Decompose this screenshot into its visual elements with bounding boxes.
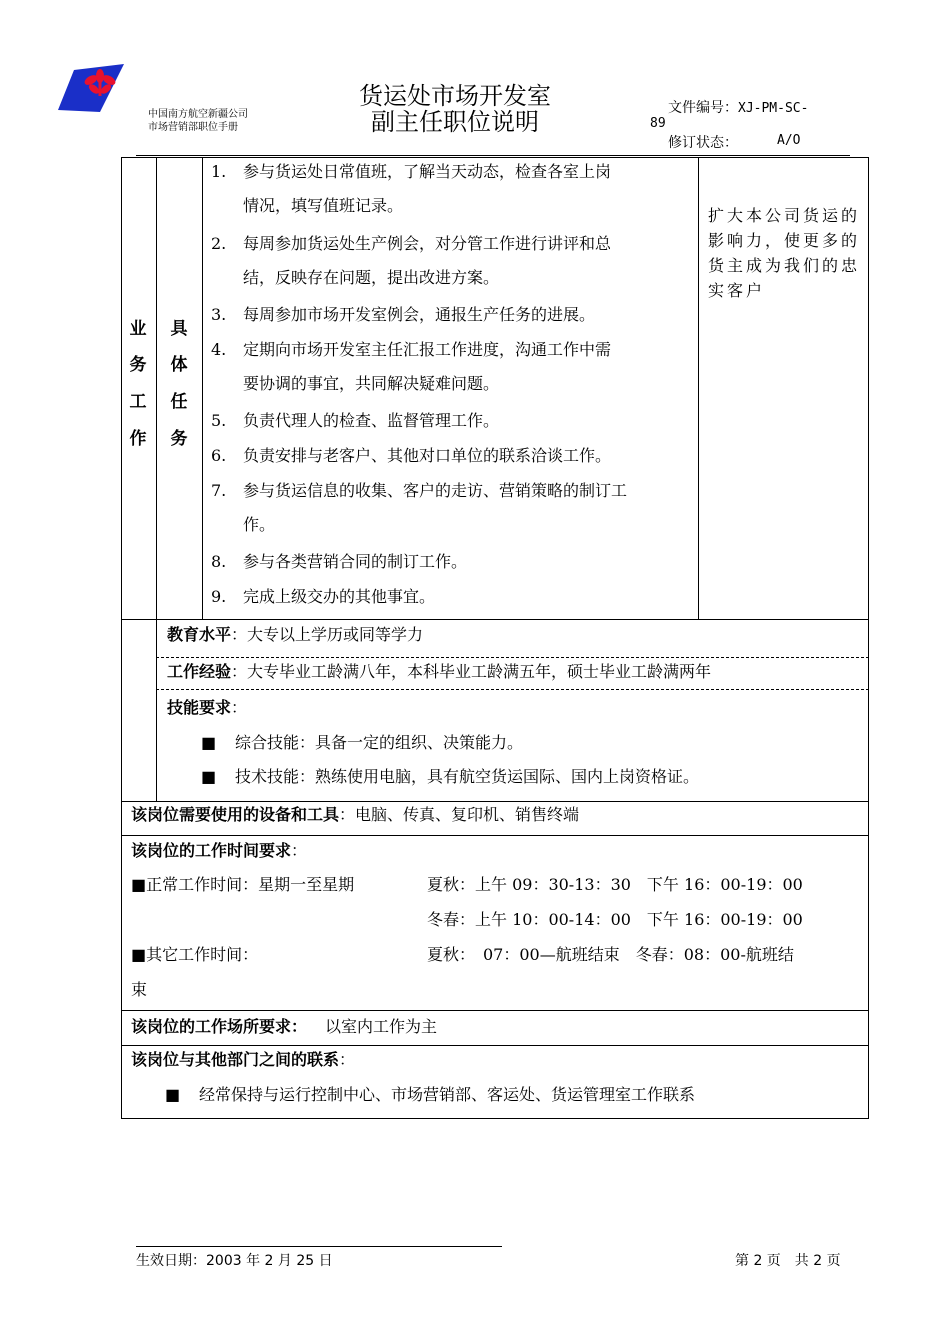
worktime-colon: ： xyxy=(291,841,308,860)
task-text-cont: 情况，填写值班记录。 xyxy=(243,196,404,215)
relations-colon: ： xyxy=(339,1050,356,1069)
worktime-label: 该岗位的工作时间要求 xyxy=(131,841,292,860)
page-number: 第 2 页 共 2 页 xyxy=(735,1253,841,1269)
bullet-icon: ■ xyxy=(201,767,217,786)
task-item-3 xyxy=(211,298,691,332)
category-char-3: 工 xyxy=(129,392,147,412)
task-num: 7. xyxy=(211,481,227,500)
subcategory-char-2: 体 xyxy=(170,355,188,375)
task-text: 参与各类营销合同的制订工作。 xyxy=(243,552,468,571)
task-item-8 xyxy=(211,545,691,579)
effective-date: 生效日期：2003 年 2 月 25 日 xyxy=(136,1253,333,1269)
company-logo xyxy=(58,62,124,112)
task-item-7 xyxy=(211,474,691,542)
dash-divider-experience xyxy=(156,689,869,690)
education-value: ：大专以上学历或同等学力 xyxy=(231,625,424,644)
company-name xyxy=(148,108,248,134)
skills-label: 技能要求 xyxy=(167,698,232,717)
skill-text: 技术技能：熟练使用电脑，具有航空货运国际、国内上岗资格证。 xyxy=(235,767,700,786)
dash-divider-education xyxy=(156,657,869,658)
footer-rule xyxy=(136,1246,502,1247)
equipment-requirement xyxy=(131,803,579,827)
task-text-cont: 作。 xyxy=(243,515,276,534)
summer-autumn-hours: 夏秋：上午 09：30-13：30 下午 16：00-19：00 xyxy=(427,875,803,894)
table-border-right xyxy=(868,157,869,1119)
category-char-4: 作 xyxy=(129,429,147,449)
bullet-icon: ■ xyxy=(165,1085,181,1104)
doc-number-wrap: 89 xyxy=(650,116,666,131)
row-divider-business xyxy=(121,619,869,620)
equipment-value: ：电脑、传真、复印机、销售终端 xyxy=(339,805,580,824)
other-hours-wrap: 束 xyxy=(131,980,148,999)
row-divider-worktime xyxy=(121,1010,869,1011)
subcategory-char-3: 任 xyxy=(170,392,188,412)
skills-heading xyxy=(167,696,247,720)
relations-text: 经常保持与运行控制中心、市场营销部、客运处、货运管理室工作联系 xyxy=(199,1085,696,1104)
task-item-1 xyxy=(211,155,691,223)
task-impact: 扩大本公司货运的影响力，使更多的货主成为我们的忠实客户 xyxy=(708,206,861,300)
other-hours-value: 夏秋： 07：00—航班结束 冬春：08：00-航班结 xyxy=(427,945,794,964)
job-description-table xyxy=(121,157,869,1119)
task-text: 参与货运处日常值班，了解当天动态，检查各室上岗 xyxy=(243,162,612,181)
education-label: 教育水平 xyxy=(167,625,232,644)
task-text: 负责安排与老客户、其他对口单位的联系洽谈工作。 xyxy=(243,446,612,465)
task-num: 6. xyxy=(211,446,227,465)
location-label: 该岗位的工作场所要求： xyxy=(131,1017,308,1036)
equipment-label: 该岗位需要使用的设备和工具 xyxy=(131,805,340,824)
normal-hours-label: ■正常工作时间：星期一至星期 xyxy=(131,875,355,894)
other-hours-label: ■其它工作时间： xyxy=(131,945,259,964)
skill-item-2 xyxy=(201,765,699,789)
col-divider-category xyxy=(156,157,157,801)
education-requirement xyxy=(167,623,423,647)
relations-label: 该岗位与其他部门之间的联系 xyxy=(131,1050,340,1069)
doc-number-value: XJ-PM-SC- xyxy=(738,101,809,116)
task-num: 4. xyxy=(211,340,227,359)
skill-text: 综合技能：具备一定的组织、决策能力。 xyxy=(235,733,524,752)
task-num: 8. xyxy=(211,552,227,571)
row-divider-location xyxy=(121,1045,869,1046)
doc-title-line-1: 货运处市场开发室 xyxy=(359,82,551,110)
task-num: 3. xyxy=(211,305,227,324)
task-text: 每周参加市场开发室例会，通报生产任务的进展。 xyxy=(243,305,596,324)
row-divider-qualifications xyxy=(121,801,869,802)
subcategory-char-1: 具 xyxy=(170,319,188,339)
task-item-6 xyxy=(211,439,691,473)
row-divider-equipment xyxy=(121,835,869,836)
task-item-9 xyxy=(211,580,691,614)
doc-title-line-2: 副主任职位说明 xyxy=(371,108,539,136)
task-item-2 xyxy=(211,227,691,295)
location-value: 以室内工作为主 xyxy=(325,1017,438,1036)
winter-spring-hours: 冬春：上午 10：00-14：00 下午 16：00-19：00 xyxy=(427,910,803,929)
category-char-2: 务 xyxy=(129,355,147,375)
col-divider-subcategory xyxy=(202,157,203,619)
experience-label: 工作经验 xyxy=(167,662,232,681)
skill-item-1 xyxy=(201,731,523,755)
task-item-4 xyxy=(211,333,691,401)
skills-colon: ： xyxy=(231,698,248,717)
relations-item xyxy=(165,1083,695,1107)
doc-number xyxy=(668,97,808,117)
table-border-left xyxy=(121,157,122,1119)
task-text: 每周参加货运处生产例会，对分管工作进行讲评和总 xyxy=(243,234,612,253)
task-text: 参与货运信息的收集、客户的走访、营销策略的制订工 xyxy=(243,481,628,500)
company-line-1: 中国南方航空新疆公司 xyxy=(148,109,248,120)
task-num: 1. xyxy=(211,162,227,181)
revision-status-label: 修订状态： xyxy=(668,135,738,151)
task-num: 2. xyxy=(211,234,227,253)
category-char-1: 业 xyxy=(129,319,147,339)
company-line-2: 市场营销部职位手册 xyxy=(148,122,238,133)
subcategory-char-4: 务 xyxy=(170,429,188,449)
task-num: 5. xyxy=(211,411,227,430)
relations-heading xyxy=(131,1048,355,1072)
task-text-cont: 要协调的事宜，共同解决疑难问题。 xyxy=(243,374,500,393)
task-text-cont: 结，反映存在问题，提出改进方案。 xyxy=(243,268,500,287)
location-requirement xyxy=(131,1015,437,1039)
bullet-icon: ■ xyxy=(201,733,217,752)
col-divider-impact xyxy=(698,157,699,619)
revision-status-value: A/O xyxy=(777,133,801,148)
task-text: 完成上级交办的其他事宜。 xyxy=(243,587,436,606)
experience-requirement xyxy=(167,660,711,684)
doc-number-label: 文件编号： xyxy=(668,100,738,116)
task-text: 定期向市场开发室主任汇报工作进度，沟通工作中需 xyxy=(243,340,612,359)
table-border-bottom xyxy=(121,1118,869,1119)
task-item-5 xyxy=(211,404,691,438)
worktime-heading xyxy=(131,839,307,863)
task-text: 负责代理人的检查、监督管理工作。 xyxy=(243,411,500,430)
experience-value: ：大专毕业工龄满八年，本科毕业工龄满五年，硕士毕业工龄满两年 xyxy=(231,662,712,681)
task-num: 9. xyxy=(211,587,227,606)
